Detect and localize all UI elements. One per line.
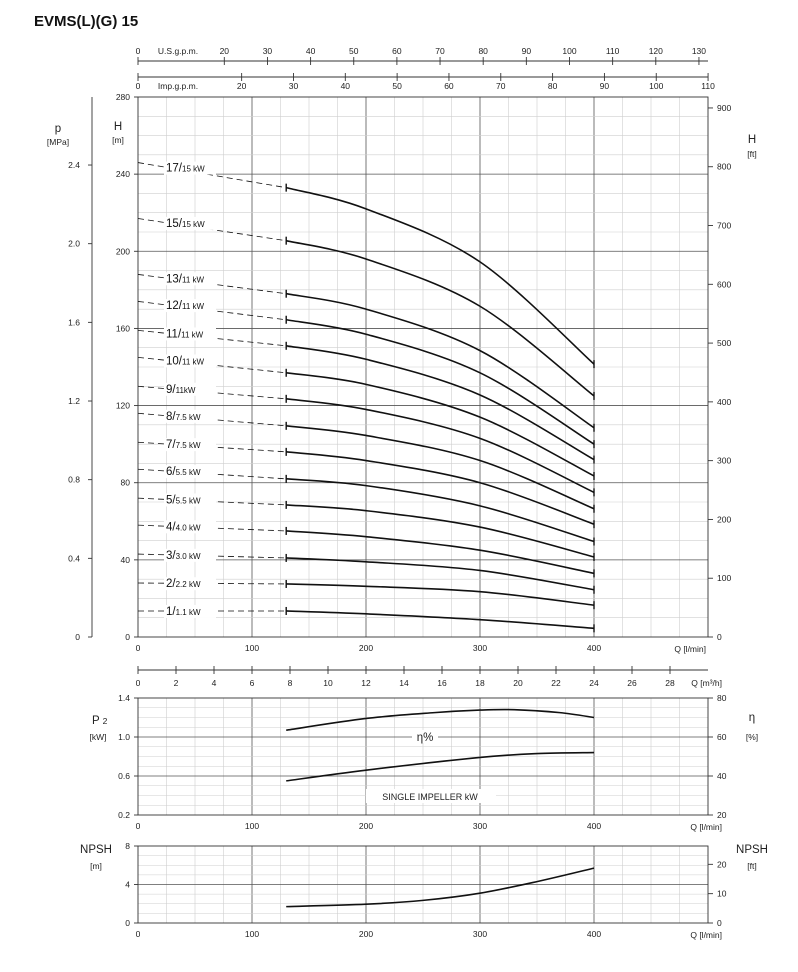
eta-axis-title: η bbox=[748, 712, 756, 724]
impgpm-tick-label: 50 bbox=[392, 81, 402, 91]
power-x-tick-label: 300 bbox=[472, 821, 488, 831]
motor-power: 3.0 kW bbox=[175, 551, 201, 561]
power-x-tick-label: 400 bbox=[586, 821, 602, 831]
m3h-axis-label: Q [m³/h] bbox=[691, 678, 722, 688]
p2-tick-label: 0.6 bbox=[118, 771, 130, 781]
stage-count: 1/ bbox=[166, 605, 176, 618]
h-m-tick-label: 280 bbox=[115, 92, 130, 102]
p-tick-label: 0.8 bbox=[68, 474, 80, 485]
m3h-tick-label: 26 bbox=[627, 678, 637, 688]
m3h-tick-label: 24 bbox=[589, 678, 599, 688]
stage-count: 10/ bbox=[166, 355, 182, 368]
eta-tick-label: 60 bbox=[717, 732, 727, 742]
head-curve-label bbox=[166, 163, 205, 175]
eta-tick-label: 40 bbox=[717, 771, 727, 781]
m3h-tick-label: 6 bbox=[249, 678, 255, 688]
npsh-ft-axis-title: NPSH bbox=[736, 844, 768, 856]
usgpm-tick-label: 30 bbox=[262, 46, 273, 56]
impgpm-tick-label: 110 bbox=[701, 81, 715, 91]
eta-tick-label: 20 bbox=[717, 810, 727, 820]
p2-tick-label: 1.0 bbox=[118, 732, 130, 742]
m3h-tick-label: 8 bbox=[287, 678, 293, 688]
motor-power: 5.5 kW bbox=[175, 468, 201, 478]
npsh-ft-tick-label: 20 bbox=[717, 859, 727, 870]
head-x-tick-label: 100 bbox=[244, 643, 260, 653]
npsh-axis-title: NPSH bbox=[80, 844, 112, 856]
h-ft-tick-label: 900 bbox=[717, 102, 732, 113]
impgpm-tick-label: 20 bbox=[236, 81, 247, 91]
usgpm-tick-label: 60 bbox=[392, 46, 402, 56]
motor-power: 11 kW bbox=[182, 275, 205, 285]
head-curve-5 bbox=[286, 505, 594, 557]
impgpm-tick-label: 30 bbox=[288, 81, 299, 91]
npsh-x-tick-label: 200 bbox=[358, 929, 374, 939]
head-curve-10 bbox=[286, 373, 594, 476]
eta-tick-label: 80 bbox=[717, 693, 727, 703]
h-axis-title: H bbox=[113, 121, 123, 133]
h-m-tick-label: 0 bbox=[125, 632, 130, 642]
stage-count: 2/ bbox=[166, 578, 176, 591]
head-curve-label bbox=[166, 466, 201, 478]
stage-count: 3/ bbox=[166, 549, 176, 562]
p-tick-label: 2.4 bbox=[68, 160, 80, 171]
m3h-tick-label: 14 bbox=[399, 678, 409, 688]
impgpm-axis-label: Imp.g.p.m. bbox=[157, 81, 199, 91]
head-curve-label bbox=[166, 606, 201, 618]
npsh-m-tick-label: 4 bbox=[125, 879, 130, 890]
motor-power: 11 kW bbox=[182, 302, 205, 312]
h-m-tick-label: 80 bbox=[120, 477, 130, 488]
motor-power: 11 kW bbox=[182, 357, 205, 367]
power-x-tick-label: 200 bbox=[358, 821, 374, 831]
head-curve-1 bbox=[286, 611, 594, 628]
stage-count: 4/ bbox=[166, 521, 176, 534]
power-x-tick-label: 0 bbox=[135, 821, 141, 831]
impgpm-tick-label: 80 bbox=[547, 81, 558, 91]
head-curve-13 bbox=[286, 294, 594, 428]
usgpm-tick-label: 50 bbox=[349, 46, 359, 56]
head-curve-label bbox=[166, 273, 205, 285]
head-curve-label bbox=[166, 411, 201, 423]
p2-tick-label: 0.2 bbox=[118, 810, 130, 820]
stage-count: 11/ bbox=[166, 328, 182, 341]
p-axis-unit: [MPa] bbox=[46, 137, 70, 147]
stage-count: 5/ bbox=[166, 494, 176, 507]
stage-count: 9/ bbox=[166, 383, 176, 396]
m3h-tick-label: 0 bbox=[135, 678, 141, 688]
impgpm-tick-label: 0 bbox=[135, 81, 141, 91]
npsh-x-tick-label: 0 bbox=[135, 929, 141, 939]
npsh-axis-unit: [m] bbox=[90, 861, 102, 871]
motor-power: 7.5 kW bbox=[175, 412, 201, 422]
stage-count: 6/ bbox=[166, 466, 176, 479]
head-curve-label bbox=[166, 521, 201, 533]
head-x-tick-label: 300 bbox=[472, 643, 488, 653]
usgpm-tick-label: 20 bbox=[219, 46, 230, 56]
h-axis-unit: [m] bbox=[112, 135, 124, 145]
impgpm-tick-label: 90 bbox=[599, 81, 610, 91]
h-ft-tick-label: 800 bbox=[717, 161, 732, 172]
p-axis-title: p bbox=[54, 123, 62, 135]
impgpm-tick-label: 100 bbox=[649, 81, 664, 91]
head-curve-label bbox=[166, 328, 204, 340]
npsh-m-tick-label: 0 bbox=[125, 918, 130, 928]
npsh-x-tick-label: 100 bbox=[244, 929, 260, 939]
m3h-tick-label: 10 bbox=[323, 678, 333, 688]
usgpm-tick-label: 0 bbox=[135, 46, 141, 56]
eta-axis-unit: [%] bbox=[745, 732, 759, 742]
power-curve bbox=[286, 753, 594, 781]
m3h-tick-label: 16 bbox=[437, 678, 447, 688]
impgpm-tick-label: 40 bbox=[340, 81, 351, 91]
usgpm-tick-label: 80 bbox=[478, 46, 488, 56]
m3h-tick-label: 18 bbox=[475, 678, 485, 688]
h-ft-tick-label: 0 bbox=[717, 632, 722, 642]
stage-count: 15/ bbox=[166, 217, 182, 230]
m3h-tick-label: 12 bbox=[361, 678, 371, 688]
p2-axis-unit: [kW] bbox=[89, 732, 107, 742]
power-curve-label: SINGLE IMPELLER kW bbox=[382, 792, 478, 802]
chart-title: EVMS(L)(G) 15 bbox=[34, 13, 139, 30]
head-curve-label bbox=[166, 384, 196, 396]
p2-tick-label: 1.4 bbox=[118, 693, 130, 703]
h-m-tick-label: 240 bbox=[115, 169, 130, 180]
power-x-tick-label: 100 bbox=[244, 821, 260, 831]
usgpm-tick-label: 100 bbox=[562, 46, 577, 56]
p-tick-label: 0.4 bbox=[68, 553, 80, 564]
npsh-ft-tick-label: 0 bbox=[717, 918, 722, 928]
usgpm-tick-label: 40 bbox=[305, 46, 316, 56]
npsh-x-tick-label: 300 bbox=[472, 929, 488, 939]
head-x-tick-label: 400 bbox=[586, 643, 602, 653]
motor-power: 11 kW bbox=[181, 330, 204, 340]
npsh-ft-axis-unit: [ft] bbox=[747, 861, 757, 871]
head-curve-17 bbox=[286, 188, 594, 364]
motor-power: 11kW bbox=[175, 385, 196, 395]
motor-power: 15 kW bbox=[182, 219, 205, 229]
usgpm-tick-label: 130 bbox=[691, 46, 707, 56]
head-curve-label bbox=[166, 218, 205, 230]
usgpm-tick-label: 110 bbox=[605, 46, 620, 56]
p-tick-label: 2.0 bbox=[68, 238, 80, 249]
impgpm-tick-label: 60 bbox=[444, 81, 454, 91]
m3h-tick-label: 4 bbox=[211, 678, 217, 688]
h-m-tick-label: 120 bbox=[115, 400, 130, 411]
head-x-tick-label: 0 bbox=[135, 643, 141, 653]
head-curve-15 bbox=[286, 241, 594, 396]
npsh-x-axis-label: Q [l/min] bbox=[690, 930, 722, 940]
eta-curve-label: η% bbox=[416, 732, 434, 744]
npsh-m-tick-label: 8 bbox=[125, 841, 130, 851]
chart-layer bbox=[47, 46, 768, 940]
h-ft-tick-label: 100 bbox=[717, 573, 732, 584]
head-curve-8 bbox=[286, 426, 594, 509]
usgpm-tick-label: 120 bbox=[648, 46, 663, 56]
stage-count: 7/ bbox=[166, 439, 176, 452]
power-x-axis-label: Q [l/min] bbox=[690, 822, 722, 832]
stage-count: 17/ bbox=[166, 162, 182, 175]
motor-power: 2.2 kW bbox=[175, 580, 201, 590]
head-curve-label bbox=[166, 550, 201, 562]
h-ft-tick-label: 200 bbox=[717, 514, 732, 525]
stage-count: 12/ bbox=[166, 300, 182, 313]
head-curve-2 bbox=[286, 584, 594, 605]
head-x-tick-label: 200 bbox=[358, 643, 374, 653]
p2-axis-title bbox=[92, 715, 108, 727]
h-ft-tick-label: 400 bbox=[717, 396, 732, 407]
npsh-curve bbox=[286, 868, 594, 907]
head-curve-label bbox=[166, 439, 201, 451]
npsh-ft-tick-label: 10 bbox=[717, 888, 727, 899]
h-m-tick-label: 200 bbox=[115, 246, 130, 257]
motor-power: 1.1 kW bbox=[175, 607, 201, 617]
h-ft-tick-label: 700 bbox=[717, 220, 732, 231]
motor-power: 5.5 kW bbox=[175, 496, 201, 506]
h-m-tick-label: 160 bbox=[115, 323, 130, 334]
p-tick-label: 1.6 bbox=[68, 317, 80, 328]
head-curve-label bbox=[166, 494, 201, 506]
h-ft-tick-label: 500 bbox=[717, 338, 732, 349]
motor-power: 7.5 kW bbox=[175, 441, 201, 451]
head-curve-label bbox=[166, 578, 201, 590]
m3h-tick-label: 2 bbox=[173, 678, 179, 688]
m3h-tick-label: 28 bbox=[665, 678, 675, 688]
p-tick-label: 1.2 bbox=[68, 396, 80, 407]
h-ft-axis-unit: [ft] bbox=[747, 149, 757, 159]
head-x-axis-label: Q [l/min] bbox=[674, 644, 706, 654]
usgpm-axis-label: U.S.g.p.m. bbox=[157, 46, 199, 56]
h-m-tick-label: 40 bbox=[120, 554, 130, 565]
h-ft-tick-label: 300 bbox=[717, 455, 732, 466]
h-ft-axis-title: H bbox=[747, 134, 757, 146]
stage-count: 13/ bbox=[166, 273, 182, 286]
head-curve-label bbox=[166, 355, 205, 367]
motor-power: 4.0 kW bbox=[175, 523, 201, 533]
p2-symbol: P bbox=[92, 715, 100, 727]
m3h-tick-label: 20 bbox=[513, 678, 523, 688]
npsh-x-tick-label: 400 bbox=[586, 929, 602, 939]
head-curve-label bbox=[166, 300, 205, 312]
p2-subscript: 2 bbox=[102, 716, 108, 726]
usgpm-tick-label: 70 bbox=[435, 46, 445, 56]
impgpm-tick-label: 70 bbox=[496, 81, 506, 91]
motor-power: 15 kW bbox=[182, 164, 205, 174]
m3h-tick-label: 22 bbox=[551, 678, 561, 688]
usgpm-tick-label: 90 bbox=[521, 46, 532, 56]
h-ft-tick-label: 600 bbox=[717, 279, 732, 290]
stage-count: 8/ bbox=[166, 410, 176, 423]
p-tick-label: 0 bbox=[75, 632, 80, 642]
